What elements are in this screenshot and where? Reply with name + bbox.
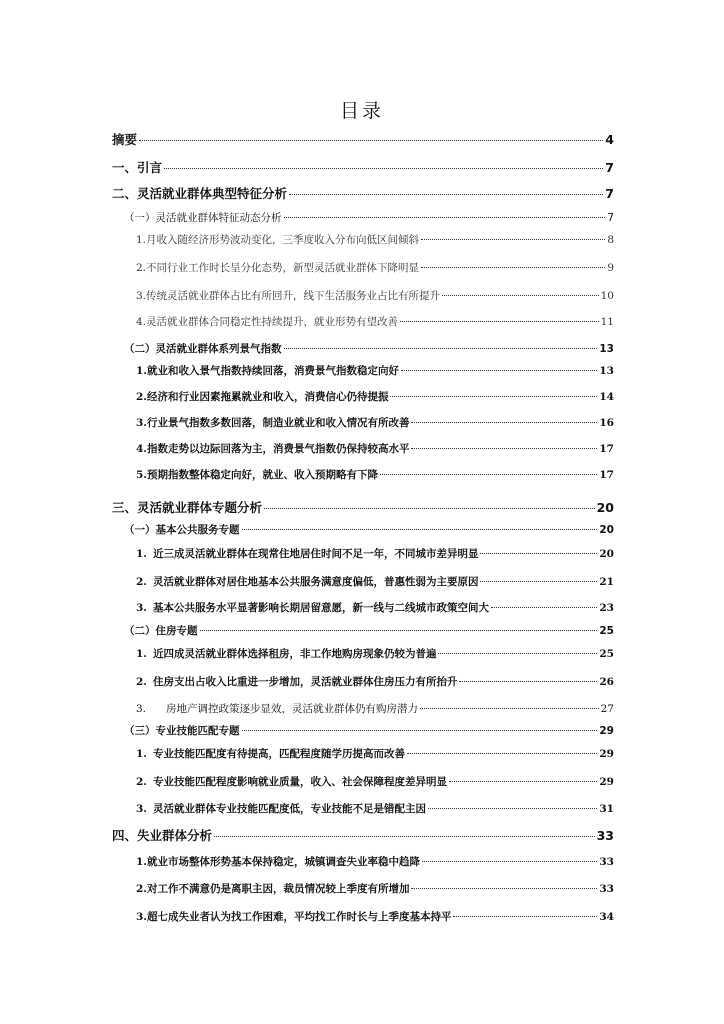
toc-entry-label: 2.不同行业工作时长呈分化态势，新型灵活就业群体下降明显 [136, 262, 420, 274]
toc-entry-label: 房地产调控政策逐步显效，灵活就业群体仍有购房潜力 [166, 703, 419, 715]
dot-leader [380, 474, 597, 475]
toc-entry-label: 三、灵活就业群体专题分析 [112, 500, 263, 515]
dot-leader [480, 581, 597, 582]
toc-entry-page-number: 7 [605, 186, 614, 201]
toc-entry-page-number: 25 [599, 625, 614, 637]
toc-entry-page-number: 4 [605, 132, 614, 147]
toc-entry[interactable] [136, 909, 614, 924]
dot-leader [407, 753, 597, 754]
dot-leader [421, 239, 605, 240]
toc-entry[interactable] [124, 210, 614, 225]
toc-entry-page-number: 31 [599, 803, 614, 815]
toc-entry[interactable] [136, 774, 614, 789]
dot-leader [401, 370, 597, 371]
dot-leader [420, 708, 599, 709]
toc-entry-label: （三）专业技能匹配专题 [124, 725, 240, 737]
dot-leader [400, 321, 599, 322]
toc-entry-label: 灵活就业群体专业技能匹配度低，专业技能不足是错配主因 [152, 803, 426, 815]
toc-entry-number: 2. [136, 776, 147, 788]
toc-entry-page-number: 29 [599, 725, 614, 737]
dot-leader [200, 630, 598, 631]
toc-entry-page-number: 7 [605, 160, 614, 175]
toc-entry-page-number: 20 [599, 548, 614, 560]
toc-entry-label: （二）住房专题 [124, 625, 198, 637]
toc-entry-number: 3. [136, 803, 147, 815]
dot-leader [411, 422, 597, 423]
toc-entry-label: 四、失业群体分析 [112, 828, 213, 843]
dot-leader [438, 653, 597, 654]
toc-entry-page-number: 20 [596, 500, 614, 515]
toc-entry[interactable] [136, 646, 614, 661]
dot-leader [449, 781, 597, 782]
toc-entry[interactable] [136, 232, 614, 247]
toc-entry-page-number: 9 [607, 262, 614, 274]
toc-entry-page-number: 21 [599, 576, 614, 588]
toc-entry-page-number: 26 [599, 676, 614, 688]
dot-leader [284, 217, 606, 218]
toc-entry[interactable] [112, 826, 614, 844]
toc-entry-label: 二、灵活就业群体典型特征分析 [112, 186, 288, 201]
dot-leader [428, 808, 597, 809]
toc-entry-label: 4.灵活就业群体合同稳定性持续提升，就业形势有望改善 [136, 316, 399, 328]
toc-entry-page-number: 13 [599, 343, 614, 355]
toc-entry-page-number: 33 [599, 883, 614, 895]
toc-entry-number: 3. [136, 602, 147, 614]
toc-entry[interactable] [124, 623, 614, 638]
toc-entry[interactable] [112, 158, 614, 176]
toc-entry-page-number: 27 [600, 703, 614, 715]
toc-entry[interactable] [112, 498, 614, 516]
toc-entry-label: 1.就业和收入景气指数持续回落，消费景气指数稳定向好 [136, 365, 399, 377]
toc-entry-page-number: 20 [599, 524, 614, 536]
toc-entry-page-number: 34 [599, 911, 614, 923]
dot-leader [411, 448, 597, 449]
dot-leader [459, 681, 597, 682]
toc-entry-label: 3.行业景气指数多数回落，制造业就业和收入情况有所改善 [136, 417, 410, 429]
toc-entry-label: 专业技能匹配度有待提高，匹配程度随学历提高而改善 [152, 748, 405, 760]
toc-entry-label: 近四成灵活就业群体选择租房，非工作地购房现象仍较为普遍 [152, 648, 437, 660]
dot-leader [422, 861, 597, 862]
dot-leader [390, 396, 597, 397]
toc-entry-number: 1. [136, 548, 147, 560]
toc-entry-number: 3. [136, 703, 147, 715]
toc-entry-page-number: 23 [599, 602, 614, 614]
toc-entry-page-number: 8 [607, 234, 614, 246]
toc-entry-label: 灵活就业群体对居住地基本公共服务满意度偏低，普惠性弱为主要原因 [152, 576, 479, 588]
dot-leader [442, 295, 599, 296]
toc-entry[interactable] [136, 314, 614, 329]
toc-entry[interactable] [136, 441, 614, 456]
toc-entry-label: （二）灵活就业群体系列景气指数 [124, 343, 282, 355]
toc-entry[interactable] [136, 674, 614, 689]
toc-entry[interactable] [136, 389, 614, 404]
dot-leader [289, 194, 603, 195]
toc-entry[interactable] [136, 363, 614, 378]
toc-entry-page-number: 17 [599, 443, 614, 455]
toc-entry-label: 4.指数走势以边际回落为主，消费景气指数仍保持较高水平 [136, 443, 410, 455]
dot-leader [491, 607, 597, 608]
toc-entry-label: 基本公共服务水平显著影响长期居留意愿，新一线与二线城市政策空间大 [152, 602, 489, 614]
toc-entry[interactable] [136, 881, 614, 896]
toc-entry-label: 2.对工作不满意仍是离职主因，裁员情况较上季度有所增加 [136, 883, 410, 895]
dot-leader [421, 267, 605, 268]
dot-leader [242, 529, 598, 530]
toc-entry-label: 专业技能匹配程度影响就业质量，收入、社会保障程度差异明显 [152, 776, 447, 788]
toc-entry-number: 1. [136, 748, 147, 760]
toc-entry-number: 1. [136, 648, 147, 660]
toc-entry-label: 3.传统灵活就业群体占比有所回升，线下生活服务业占比有所提升 [136, 290, 441, 302]
dot-leader [139, 140, 603, 141]
toc-entry-number: 2. [136, 676, 147, 688]
toc-entry[interactable] [136, 746, 614, 761]
toc-entry-label: 1.就业市场整体形势基本保持稳定，城镇调查失业率稳中趋降 [136, 856, 420, 868]
toc-entry-page-number: 33 [599, 856, 614, 868]
toc-entry-page-number: 7 [607, 212, 614, 224]
toc-entry-label: 2.经济和行业因素拖累就业和收入，消费信心仍待提振 [136, 391, 389, 403]
dot-leader [214, 836, 595, 837]
toc-entry-label: 近三成灵活就业群体在现常住地居住时间不足一年，不同城市差异明显 [152, 548, 479, 560]
toc-entry[interactable] [136, 288, 614, 303]
toc-entry[interactable] [136, 415, 614, 430]
toc-entry-page-number: 29 [599, 748, 614, 760]
dot-leader [264, 508, 595, 509]
toc-entry-number: 2. [136, 576, 147, 588]
toc-entry-page-number: 13 [599, 365, 614, 377]
toc-entry[interactable] [124, 341, 614, 356]
toc-entry-label: （一）灵活就业群体特征动态分析 [124, 212, 282, 224]
toc-entry[interactable] [124, 723, 614, 738]
toc-entry-label: 摘要 [112, 132, 138, 147]
toc-entry-page-number: 25 [599, 648, 614, 660]
toc-entry-page-number: 14 [599, 391, 614, 403]
page-title: 目录 [339, 100, 384, 122]
toc-entry[interactable] [136, 467, 614, 482]
toc-entry-label: 住房支出占收入比重进一步增加，灵活就业群体住房压力有所抬升 [152, 676, 458, 688]
toc-entry[interactable] [136, 574, 614, 589]
toc-entry[interactable] [136, 854, 614, 869]
toc-entry-label: （一）基本公共服务专题 [124, 524, 240, 536]
dot-leader [480, 553, 597, 554]
toc-entry[interactable] [136, 701, 614, 716]
dot-leader [411, 888, 597, 889]
toc-entry-page-number: 33 [596, 828, 614, 843]
toc-entry-label: 1.月收入随经济形势波动变化，三季度收入分布向低区间倾斜 [136, 234, 420, 246]
toc-entry-label: 5.预期指数整体稳定向好，就业、收入预期略有下降 [136, 469, 378, 481]
dot-leader [164, 168, 603, 169]
toc-entry-page-number: 11 [600, 316, 614, 328]
toc-entry[interactable] [124, 522, 614, 537]
toc-entry[interactable] [136, 260, 614, 275]
toc-entry[interactable] [112, 184, 614, 202]
toc-entry-label: 3.超七成失业者认为找工作困难，平均找工作时长与上季度基本持平 [136, 911, 452, 923]
toc-entry-page-number: 17 [599, 469, 614, 481]
toc-entry[interactable] [136, 546, 614, 561]
dot-leader [284, 348, 598, 349]
dot-leader [453, 916, 597, 917]
toc-entry[interactable] [136, 600, 614, 615]
toc-entry-page-number: 29 [599, 776, 614, 788]
toc-entry-page-number: 10 [600, 290, 614, 302]
toc-entry[interactable] [136, 801, 614, 816]
dot-leader [242, 730, 598, 731]
toc-entry-page-number: 16 [599, 417, 614, 429]
toc-entry[interactable] [112, 130, 614, 148]
toc-entry-label: 一、引言 [112, 160, 163, 175]
